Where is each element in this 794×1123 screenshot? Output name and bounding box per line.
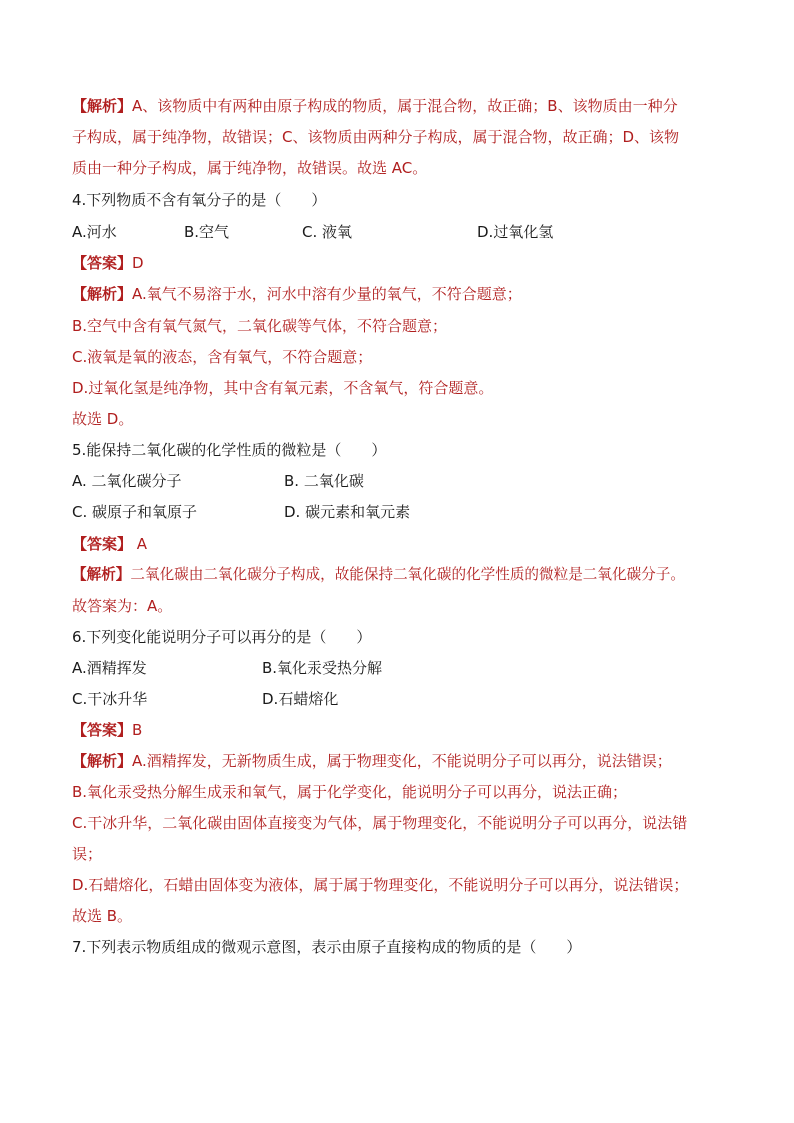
analysis-text: A.氧气不易溶于水，河水中溶有少量的氧气，不符合题意；	[132, 285, 522, 303]
q6-analysis-line-1	[72, 751, 672, 771]
q6-analysis-line-4: 误；	[72, 845, 103, 863]
q4-analysis-line-3: C.液氧是氧的液态，含有氧气，不符合题意；	[72, 348, 373, 366]
q6-options-row-2	[72, 689, 722, 709]
q5-option-b: B. 二氧化碳	[284, 472, 364, 490]
analysis-tag: 【解析】	[72, 752, 133, 770]
answer-value: D	[132, 254, 144, 272]
q5-analysis-line-1	[72, 565, 685, 585]
q6-option-b: B.氧化汞受热分解	[262, 659, 383, 677]
q4-option-d: D.过氧化氢	[477, 223, 554, 241]
q5-option-d: D. 碳元素和氧元素	[284, 503, 411, 521]
answer-tag: 【答案】	[72, 721, 133, 739]
q6-option-c: C.干冰升华	[72, 690, 148, 708]
answer-value: B	[132, 721, 143, 739]
q5-answer	[72, 534, 147, 554]
q5-options-row-2	[72, 502, 722, 522]
q6-option-d: D.石蜡熔化	[262, 690, 339, 708]
q4-analysis-line-4: D.过氧化氢是纯净物，其中含有氧元素，不含氧气，符合题意。	[72, 379, 494, 397]
q6-answer	[72, 720, 142, 740]
q5-options-row-1	[72, 471, 722, 491]
q6-analysis-line-6: 故选 B。	[72, 907, 133, 925]
analysis-text: A、该物质中有两种由原子构成的物质，属于混合物，故正确；B、该物质由一种分	[132, 97, 678, 115]
q5-option-c: C. 碳原子和氧原子	[72, 503, 198, 521]
answer-value: A	[132, 535, 148, 553]
q5-option-a: A. 二氧化碳分子	[72, 472, 182, 490]
q6-options-row-1	[72, 658, 722, 678]
q3-analysis-line-2: 子构成，属于纯净物，故错误；C、该物质由两种分子构成，属于混合物，故正确；D、该物	[72, 128, 680, 146]
analysis-tag: 【解析】	[72, 97, 133, 115]
q5-stem: 5.能保持二氧化碳的化学性质的微粒是（ ）	[72, 441, 387, 459]
analysis-tag: 【解析】	[72, 285, 133, 303]
q3-analysis-line-3: 质由一种分子构成，属于纯净物，故错误。故选 AC。	[72, 159, 428, 177]
q6-analysis-line-3: C.干冰升华，二氧化碳由固体直接变为气体，属于物理变化，不能说明分子可以再分，说法错	[72, 814, 688, 832]
q6-stem: 6.下列变化能说明分子可以再分的是（ ）	[72, 628, 372, 646]
analysis-text: 二氧化碳由二氧化碳分子构成，故能保持二氧化碳的化学性质的微粒是二氧化碳分子。	[130, 566, 685, 583]
q3-analysis-line-1	[72, 96, 678, 116]
q7-stem: 7.下列表示物质组成的微观示意图，表示由原子直接构成的物质的是（ ）	[72, 938, 582, 956]
q6-analysis-line-5: D.石蜡熔化，石蜡由固体变为液体，属于属于物理变化，不能说明分子可以再分，说法错误；	[72, 876, 689, 894]
analysis-tag: 【解析】	[72, 566, 131, 583]
answer-tag: 【答案】	[72, 254, 133, 272]
q4-option-c: C. 液氧	[302, 223, 353, 241]
analysis-text: A.酒精挥发，无新物质生成，属于物理变化，不能说明分子可以再分，说法错误；	[132, 752, 672, 770]
answer-tag: 【答案】	[72, 535, 133, 553]
q4-analysis-line-2: B.空气中含有氧气氮气，二氧化碳等气体，不符合题意；	[72, 317, 448, 335]
q4-option-b: B.空气	[184, 223, 230, 241]
q4-analysis-line-1	[72, 284, 522, 304]
q4-stem: 4.下列物质不含有氧分子的是（ ）	[72, 191, 327, 209]
q4-answer	[72, 253, 144, 273]
q6-analysis-line-2: B.氧化汞受热分解生成汞和氧气，属于化学变化，能说明分子可以再分，说法正确；	[72, 783, 628, 801]
q4-option-a: A.河水	[72, 223, 117, 241]
q4-options	[72, 222, 722, 242]
q5-analysis-line-2: 故答案为：A。	[72, 597, 173, 615]
q6-option-a: A.酒精挥发	[72, 659, 147, 677]
q4-analysis-line-5: 故选 D。	[72, 410, 134, 428]
